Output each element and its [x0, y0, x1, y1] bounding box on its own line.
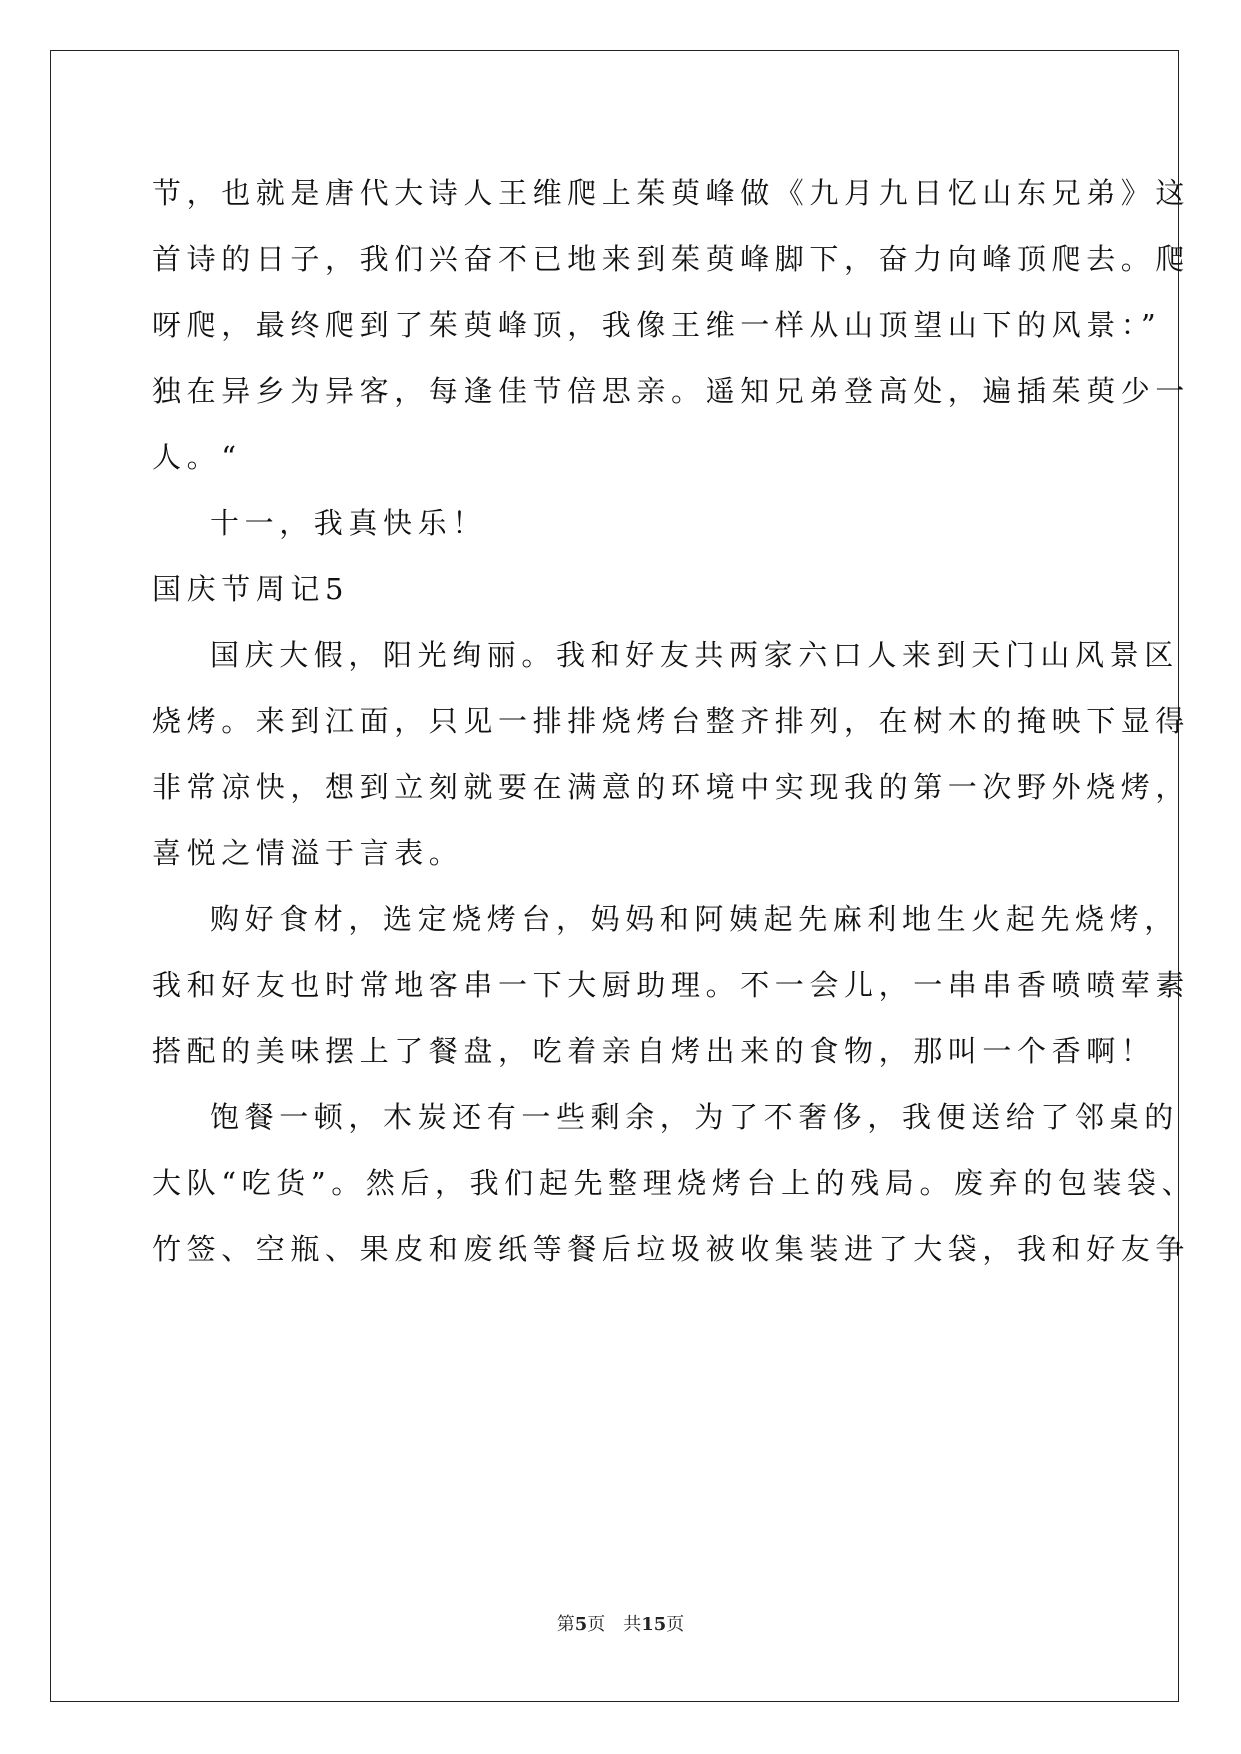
document-body: [152, 160, 1197, 1282]
text-line: 首诗的日子，我们兴奋不已地来到茱萸峰脚下，奋力向峰顶爬去。爬: [152, 242, 1191, 276]
text-line: 竹签、空瓶、果皮和废纸等餐后垃圾被收集装进了大袋，我和好友争: [152, 1232, 1191, 1266]
text-line: 搭配的美味摆上了餐盘，吃着亲自烤出来的食物，那叫一个香啊！: [152, 1034, 1156, 1068]
text-line: 独在异乡为异客，每逢佳节倍思亲。遥知兄弟登高处，遍插茱萸少一: [152, 374, 1191, 408]
page-suffix: 页: [587, 1614, 606, 1635]
total-suffix: 页: [666, 1614, 685, 1635]
page-footer: [0, 1612, 1241, 1638]
text-line: 人。“: [152, 440, 242, 474]
text-line: 烧烤。来到江面，只见一排排烧烤台整齐排列，在树木的掩映下显得: [152, 704, 1191, 738]
page-number: 5: [574, 1614, 588, 1635]
total-pages: 15: [641, 1614, 667, 1635]
page-prefix: 第: [556, 1614, 575, 1635]
text-line: 呀爬，最终爬到了茱萸峰顶，我像王维一样从山顶望山下的风景：”: [152, 308, 1162, 342]
total-prefix: 共: [623, 1614, 642, 1635]
text-line: 节，也就是唐代大诗人王维爬上茱萸峰做《九月九日忆山东兄弟》这: [152, 176, 1191, 210]
section-heading: 国庆节周记5: [152, 572, 350, 606]
text-line: 大队“吃货”。然后，我们起先整理烧烤台上的残局。废弃的包装袋、: [152, 1166, 1197, 1200]
text-line: 非常凉快，想到立刻就要在满意的环境中实现我的第一次野外烧烤，: [152, 770, 1191, 804]
text-line: 喜悦之情溢于言表。: [152, 836, 464, 870]
text-line: 我和好友也时常地客串一下大厨助理。不一会儿，一串串香喷喷荤素: [152, 968, 1191, 1002]
paragraph-line: 购好食材，选定烧烤台，妈妈和阿姨起先麻利地生火起先烧烤，: [210, 902, 1179, 936]
paragraph-line: 国庆大假，阳光绚丽。我和好友共两家六口人来到天门山风景区: [210, 638, 1179, 672]
paragraph-line: 饱餐一顿，木炭还有一些剩余，为了不奢侈，我便送给了邻桌的: [210, 1100, 1179, 1134]
paragraph-line: 十一，我真快乐！: [210, 506, 487, 540]
